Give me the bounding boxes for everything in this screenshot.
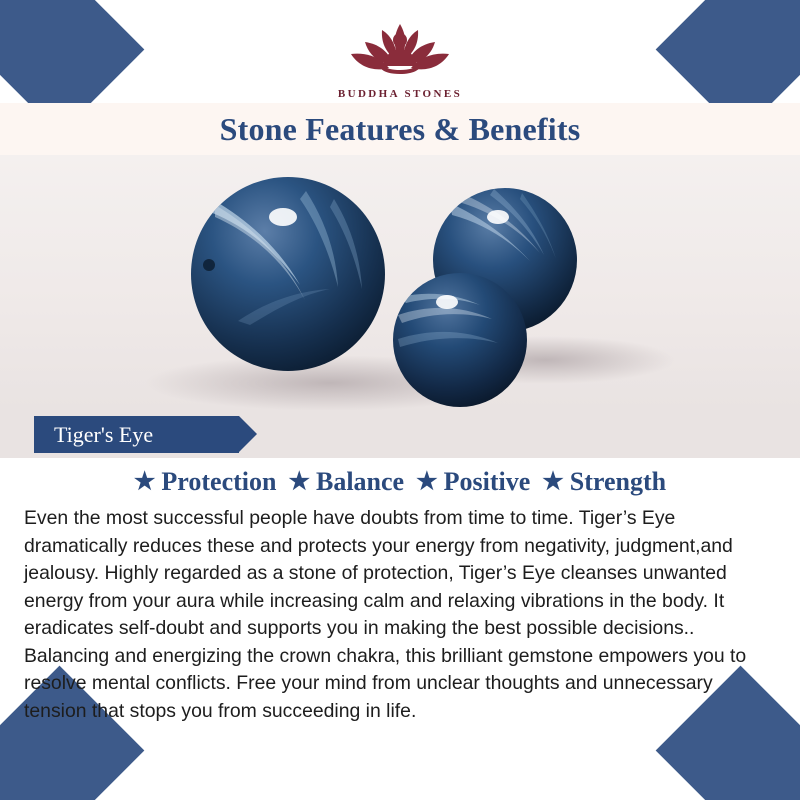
benefits-row [0, 460, 800, 504]
title-band [0, 103, 800, 155]
hero-image [0, 155, 800, 410]
benefit-item-positive [412, 467, 534, 497]
star-icon: ★ [133, 469, 156, 495]
benefit-label: Strength [569, 467, 667, 496]
benefit-item-balance [284, 467, 408, 497]
brand-name: BUDDHA STONES [337, 88, 463, 100]
stone-name-chip [34, 416, 239, 453]
stone-name-label: Tiger's Eye [54, 421, 154, 447]
description-text: Even the most successful people have doubts from time to time. Tiger’s Eye dramatically reduces these and protects your energy from negativity, judgment,and jealousy. Highly regarded as a stone of protection, Tiger’s Eye cleanses unwanted energy from your aura while increasing calm and relaxing vibrations in the body. It eradicates self-doubt and supports you in making the best possible decisions.. Balancing and energizing the crown chakra, this brilliant gemstone empowers you to resolve mental conflicts. Free your mind from unclear thoughts and unnecessary tension that stops you from succeeding in life. [24, 507, 747, 722]
brand-logo-area [0, 14, 800, 100]
page-title: Stone Features & Benefits [219, 110, 581, 147]
benefit-label: Balance [315, 467, 405, 496]
benefit-label: Protection [161, 467, 277, 496]
star-icon: ★ [288, 469, 310, 495]
benefit-label: Positive [443, 467, 531, 496]
star-icon: ★ [416, 469, 438, 495]
benefit-item-strength [538, 467, 670, 497]
star-icon: ★ [542, 469, 564, 495]
tigers-eye-spheres-illustration [0, 155, 800, 410]
benefit-item-protection [130, 467, 281, 497]
lotus-meditation-icon [325, 14, 475, 86]
